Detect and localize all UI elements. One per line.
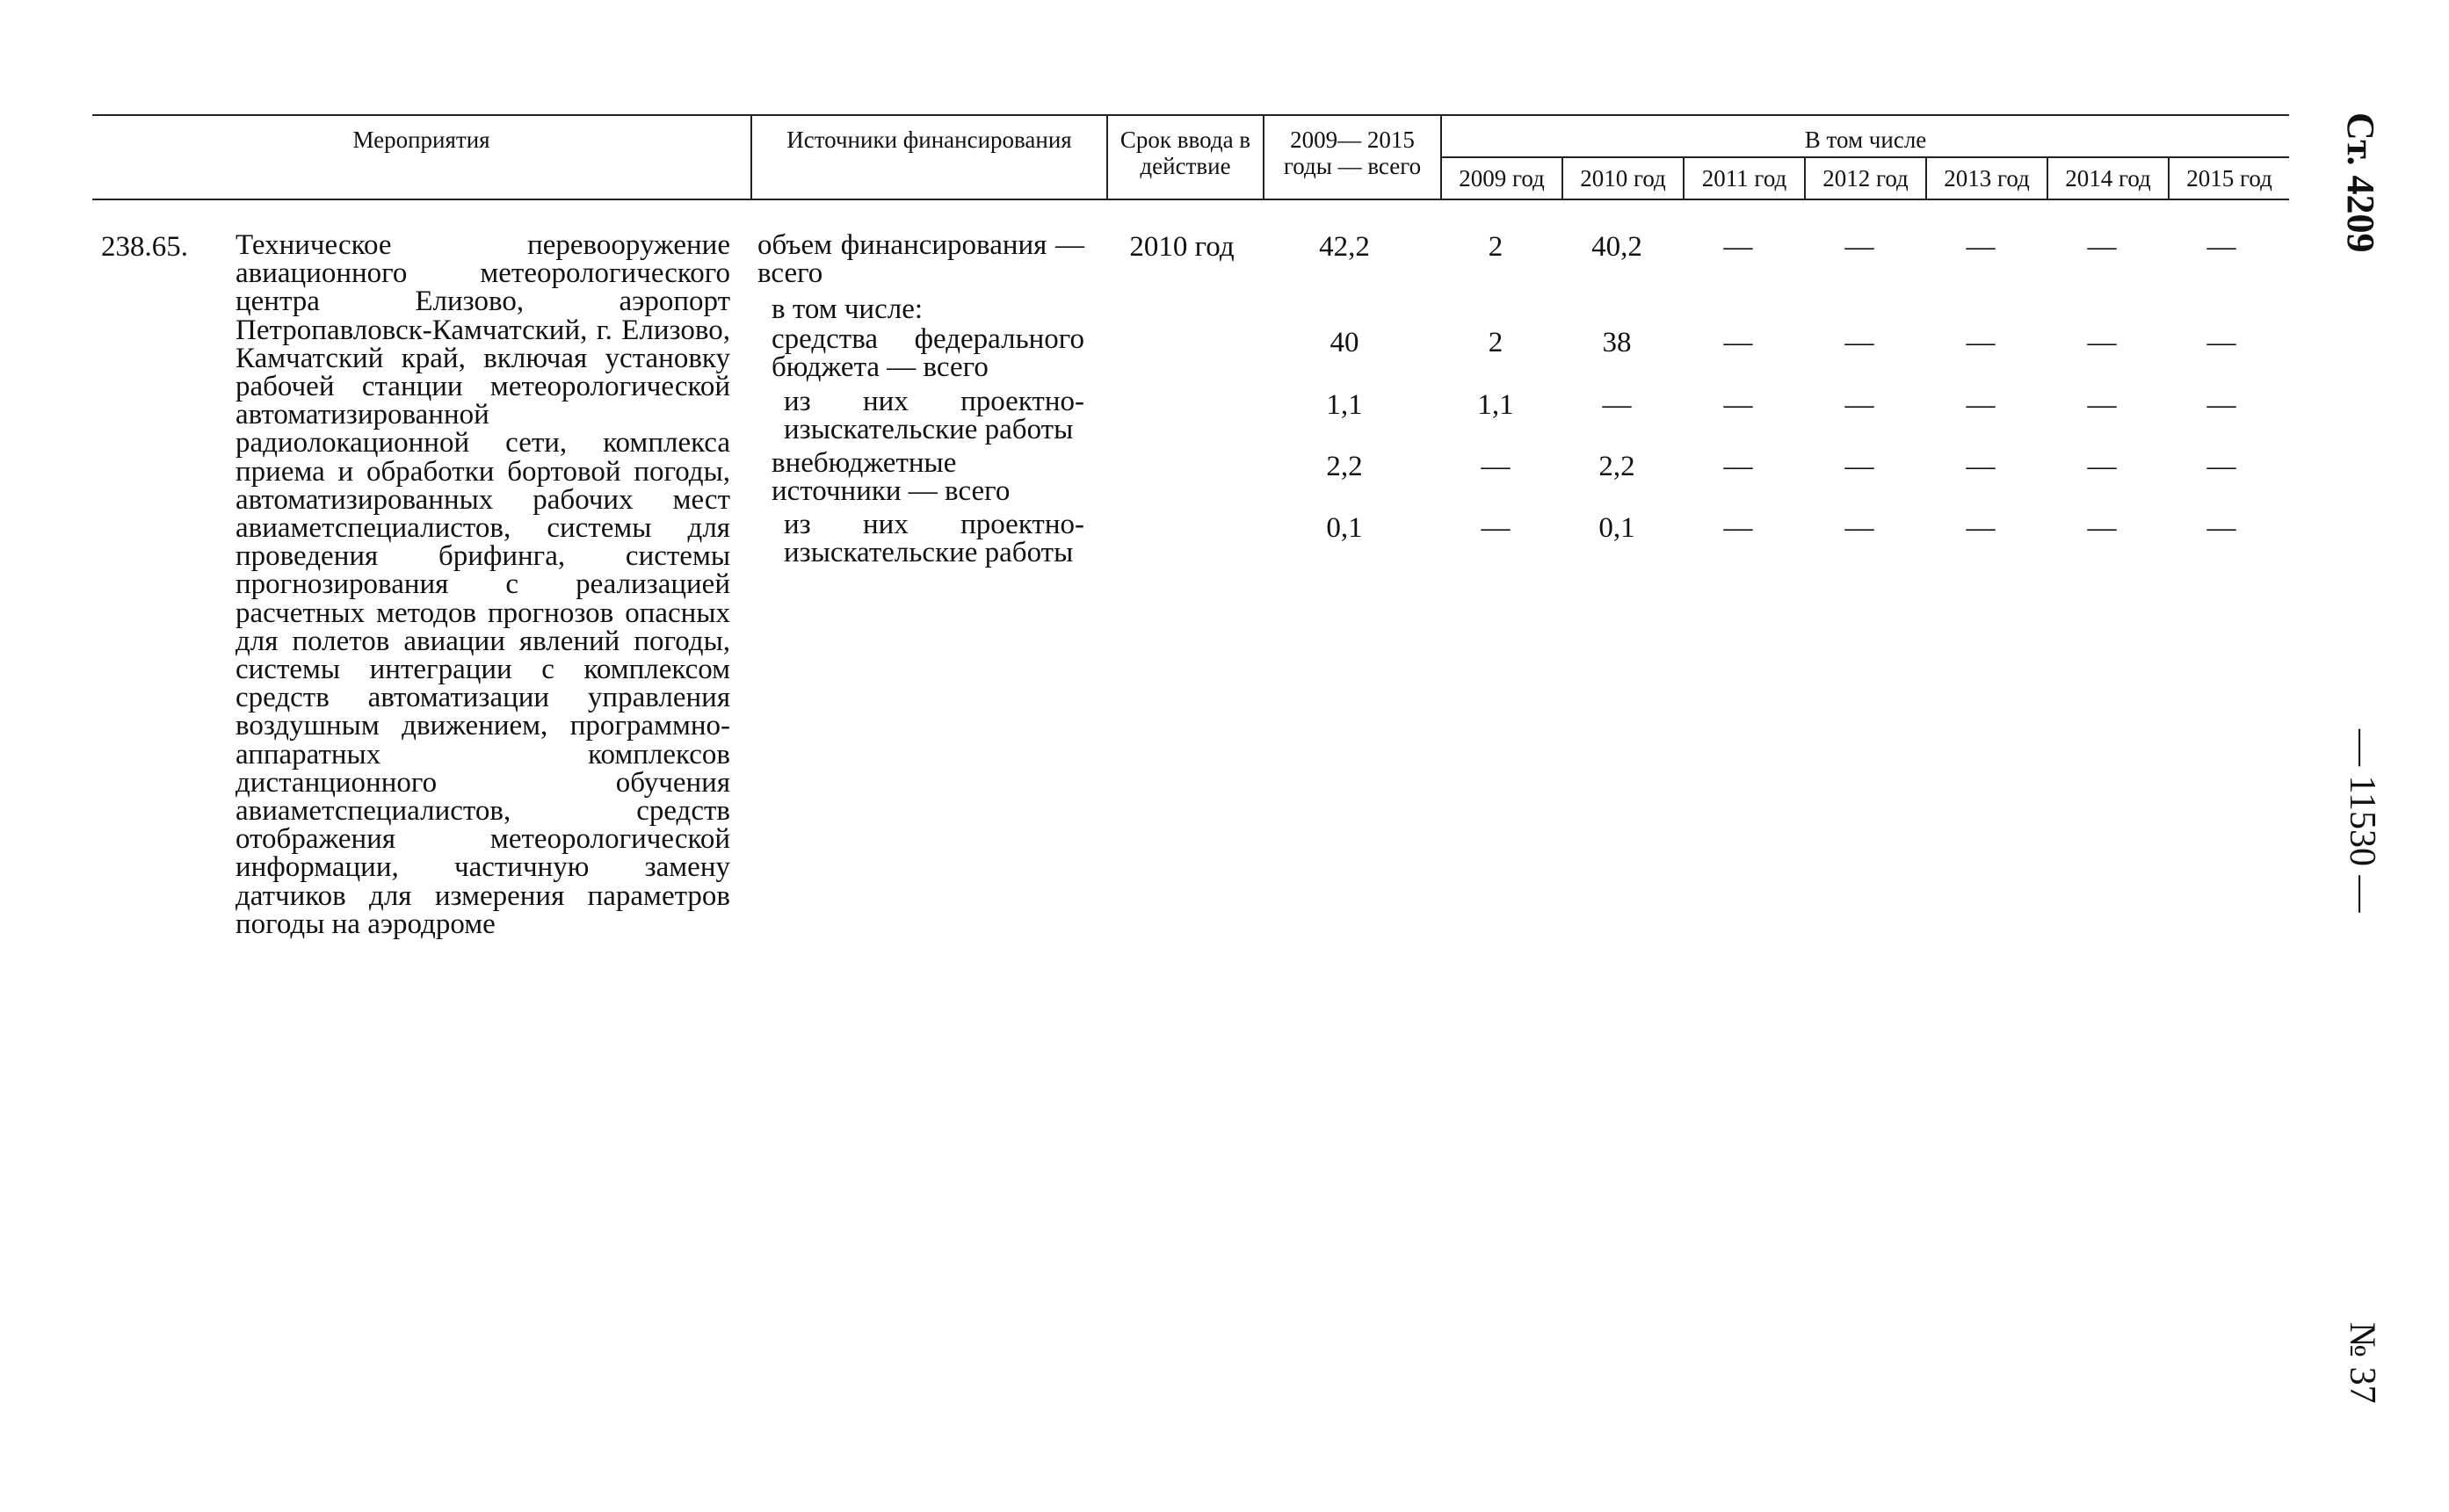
cell-2013: — <box>1966 231 1996 263</box>
cell-2009: 2 <box>1488 231 1503 263</box>
article-number: Ст. 4209 <box>2339 112 2382 253</box>
cell-2015: — <box>2206 231 2236 263</box>
header-year-2009: 2009 год <box>1441 157 1562 199</box>
cell-2012: — <box>1844 231 1874 263</box>
cell-2015: — <box>2206 451 2236 482</box>
cell-2011: — <box>1723 327 1753 358</box>
cell-2013: — <box>1966 389 1996 421</box>
header-term: Срок ввода в действие <box>1107 115 1264 199</box>
cell-2014: — <box>2087 451 2117 482</box>
cell-2014: — <box>2087 327 2117 358</box>
cell-2013: — <box>1966 327 1996 358</box>
cell-2014: — <box>2087 389 2117 421</box>
source-label-federal-design: из них проектно-изыскательские работы <box>784 386 1084 445</box>
cell-2010: 40,2 <box>1591 231 1642 263</box>
header-year-2011: 2011 год <box>1684 157 1805 199</box>
row-description: Техническое перевооружение авиационного метеорологического центра Елизово, аэропорт Петропавловск-Камчатский, г. Елизово, Камчатский край, включая установку рабочей станции метеорологической автоматизированной радиолокационной сети, комплекса приема и обработки бортовой погоды, автоматизированных рабочих мест авиаметспециалистов, системы для проведения брифинга, системы прогнозирования с реализацией расчетных методов прогнозов опасных для полетов авиации явлений погоды, системы интеграции с комплексом средств автоматизации управления воздушным движением, программно-аппаратных комплексов дистанционного обучения авиаметспециалистов, средств отображения метеорологической информации, частичную замену датчиков для измерения параметров погоды на аэродроме <box>235 229 730 940</box>
header-year-2015: 2015 год <box>2169 157 2289 199</box>
cell-total: 1,1 <box>1326 389 1363 421</box>
row-number: 238.65. <box>101 231 188 263</box>
header-activity: Мероприятия <box>92 115 751 199</box>
cell-2015: — <box>2206 327 2236 358</box>
cell-2009: 2 <box>1488 327 1503 358</box>
cell-2011: — <box>1723 231 1753 263</box>
page-number: — 11530 — <box>2342 729 2382 913</box>
cell-2009: 1,1 <box>1477 389 1514 421</box>
cell-total: 40 <box>1330 327 1359 358</box>
cell-2010: 0,1 <box>1598 512 1635 544</box>
cell-2015: — <box>2206 512 2236 544</box>
cell-total: 2,2 <box>1326 451 1363 482</box>
cell-2009: — <box>1481 512 1511 544</box>
cell-2014: — <box>2087 512 2117 544</box>
cell-2014: — <box>2087 231 2117 263</box>
cell-2012: — <box>1844 327 1874 358</box>
header-total: 2009— 2015 годы — всего <box>1264 115 1441 199</box>
table-header <box>92 114 2289 200</box>
source-label-federal: средства федерального бюджета — всего <box>772 323 1084 383</box>
cell-2011: — <box>1723 451 1753 482</box>
cell-2011: — <box>1723 389 1753 421</box>
cell-2010: — <box>1602 389 1632 421</box>
header-including: В том числе <box>1441 115 2289 157</box>
header-year-2012: 2012 год <box>1805 157 1926 199</box>
row-term: 2010 год <box>1129 231 1235 263</box>
cell-2012: — <box>1844 451 1874 482</box>
source-label-extrabudget-design: из них проектно-изыскательские работы <box>784 509 1084 568</box>
issue-number: № 37 <box>2342 1322 2382 1404</box>
cell-2015: — <box>2206 389 2236 421</box>
source-label-including: в том числе: <box>772 293 924 325</box>
header-sources: Источники финансирования <box>751 115 1107 199</box>
header-year-2014: 2014 год <box>2047 157 2169 199</box>
source-label-total: объем финансирования — всего <box>757 229 1084 289</box>
cell-2013: — <box>1966 451 1996 482</box>
header-year-2010: 2010 год <box>1562 157 1684 199</box>
header-year-2013: 2013 год <box>1926 157 2047 199</box>
cell-2009: — <box>1481 451 1511 482</box>
cell-2012: — <box>1844 389 1874 421</box>
cell-total: 0,1 <box>1326 512 1363 544</box>
cell-2012: — <box>1844 512 1874 544</box>
cell-2010: 38 <box>1602 327 1632 358</box>
cell-2013: — <box>1966 512 1996 544</box>
cell-2011: — <box>1723 512 1753 544</box>
source-label-extrabudget: внебюджетные источники — всего <box>772 447 1011 507</box>
cell-2010: 2,2 <box>1598 451 1635 482</box>
cell-total: 42,2 <box>1319 231 1370 263</box>
